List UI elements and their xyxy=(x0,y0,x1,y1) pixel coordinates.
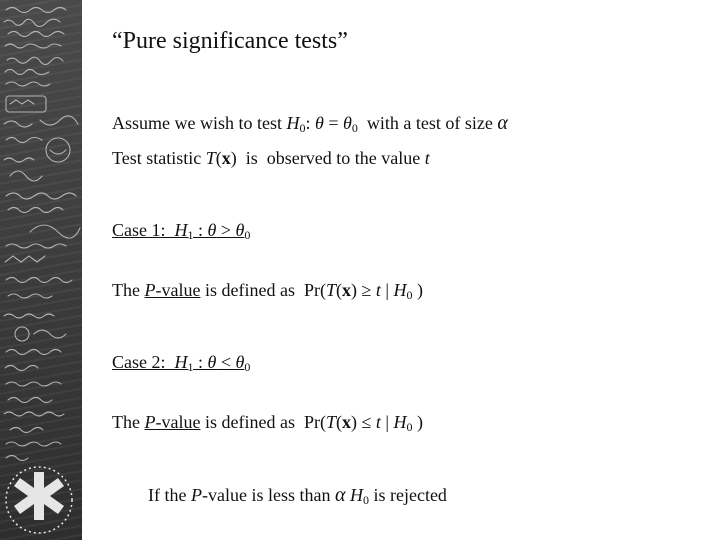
text-segment: -value is less than xyxy=(201,485,335,505)
theta-symbol: θ xyxy=(315,113,324,133)
subscript: 0 xyxy=(406,288,413,302)
theta-symbol: θ xyxy=(207,220,217,240)
hypothesis-line xyxy=(112,112,508,135)
paren: ) xyxy=(350,280,362,300)
subscript: 0 xyxy=(406,420,413,434)
p-symbol: P xyxy=(144,280,156,300)
subscript: 0 xyxy=(244,228,251,242)
paren: ) xyxy=(230,148,237,168)
t-symbol: T xyxy=(325,412,336,432)
paren: ) xyxy=(412,412,423,432)
t-symbol: T xyxy=(325,280,336,300)
equals: = xyxy=(323,113,344,133)
alpha-symbol: α xyxy=(497,112,508,134)
operator: > xyxy=(216,220,236,240)
subscript: 0 xyxy=(244,360,251,374)
test-statistic-line xyxy=(112,148,430,169)
h-symbol: H xyxy=(393,280,407,300)
subscript: 0 xyxy=(351,121,358,135)
h-symbol: H xyxy=(393,412,407,432)
h-symbol: H xyxy=(174,220,188,240)
p-symbol: P xyxy=(144,412,156,432)
text-segment: is observed to the value xyxy=(236,148,425,168)
handwriting-scribbles xyxy=(0,0,82,540)
slide-title: “Pure significance tests” xyxy=(112,28,348,54)
case-2-heading xyxy=(112,352,250,373)
p-value-definition-1 xyxy=(112,280,423,301)
colon: : xyxy=(193,220,208,240)
text-segment: Test statistic xyxy=(112,148,206,168)
paren: ) xyxy=(412,280,423,300)
text-segment: The xyxy=(112,412,145,432)
subscript: 0 xyxy=(362,493,369,507)
text-segment: is defined as Pr( xyxy=(200,280,326,300)
text-segment: with a test of size xyxy=(357,113,498,133)
paren: ( xyxy=(335,280,342,300)
case-label: Case 2: xyxy=(112,352,175,372)
operator: < xyxy=(216,352,236,372)
h-symbol: H xyxy=(286,113,300,133)
operator: ≥ xyxy=(361,280,372,300)
given-bar: | xyxy=(380,280,394,300)
paren: ( xyxy=(215,148,222,168)
case-label: Case 1: xyxy=(112,220,175,240)
text-segment: -value xyxy=(155,412,201,432)
t-value-symbol: t xyxy=(424,148,430,168)
text-segment: -value xyxy=(155,280,201,300)
paren: ( xyxy=(335,412,342,432)
theta-symbol: θ xyxy=(235,220,245,240)
text-segment: is defined as Pr( xyxy=(200,412,326,432)
text-segment: Assume we wish to test xyxy=(112,113,287,133)
theta-symbol: θ xyxy=(343,113,352,133)
x-symbol: x xyxy=(341,280,351,300)
t-symbol: T xyxy=(205,148,216,168)
t-value-symbol: t xyxy=(375,280,381,300)
theta-symbol: θ xyxy=(235,352,245,372)
theta-symbol: θ xyxy=(207,352,217,372)
case-1-heading xyxy=(112,220,250,241)
t-value-symbol: t xyxy=(375,412,381,432)
text-segment: is rejected xyxy=(368,485,447,505)
alpha-symbol: α xyxy=(334,484,346,506)
given-bar: | xyxy=(380,412,394,432)
university-logo xyxy=(0,460,82,540)
h-symbol: H xyxy=(174,352,188,372)
conclusion-line xyxy=(148,484,447,507)
p-value-definition-2 xyxy=(112,412,423,433)
sidebar-decoration xyxy=(0,0,82,540)
x-symbol: x xyxy=(341,412,351,432)
paren: ) xyxy=(350,412,362,432)
p-symbol: P xyxy=(190,485,202,505)
operator: ≤ xyxy=(361,412,372,432)
h-symbol: H xyxy=(349,485,363,505)
colon: : xyxy=(193,352,208,372)
subscript: 1 xyxy=(187,228,194,242)
colon: : xyxy=(305,113,316,133)
text-segment: If the xyxy=(148,485,191,505)
subscript: 0 xyxy=(299,121,306,135)
text-segment: The xyxy=(112,280,145,300)
x-symbol: x xyxy=(221,148,231,168)
subscript: 1 xyxy=(187,360,194,374)
